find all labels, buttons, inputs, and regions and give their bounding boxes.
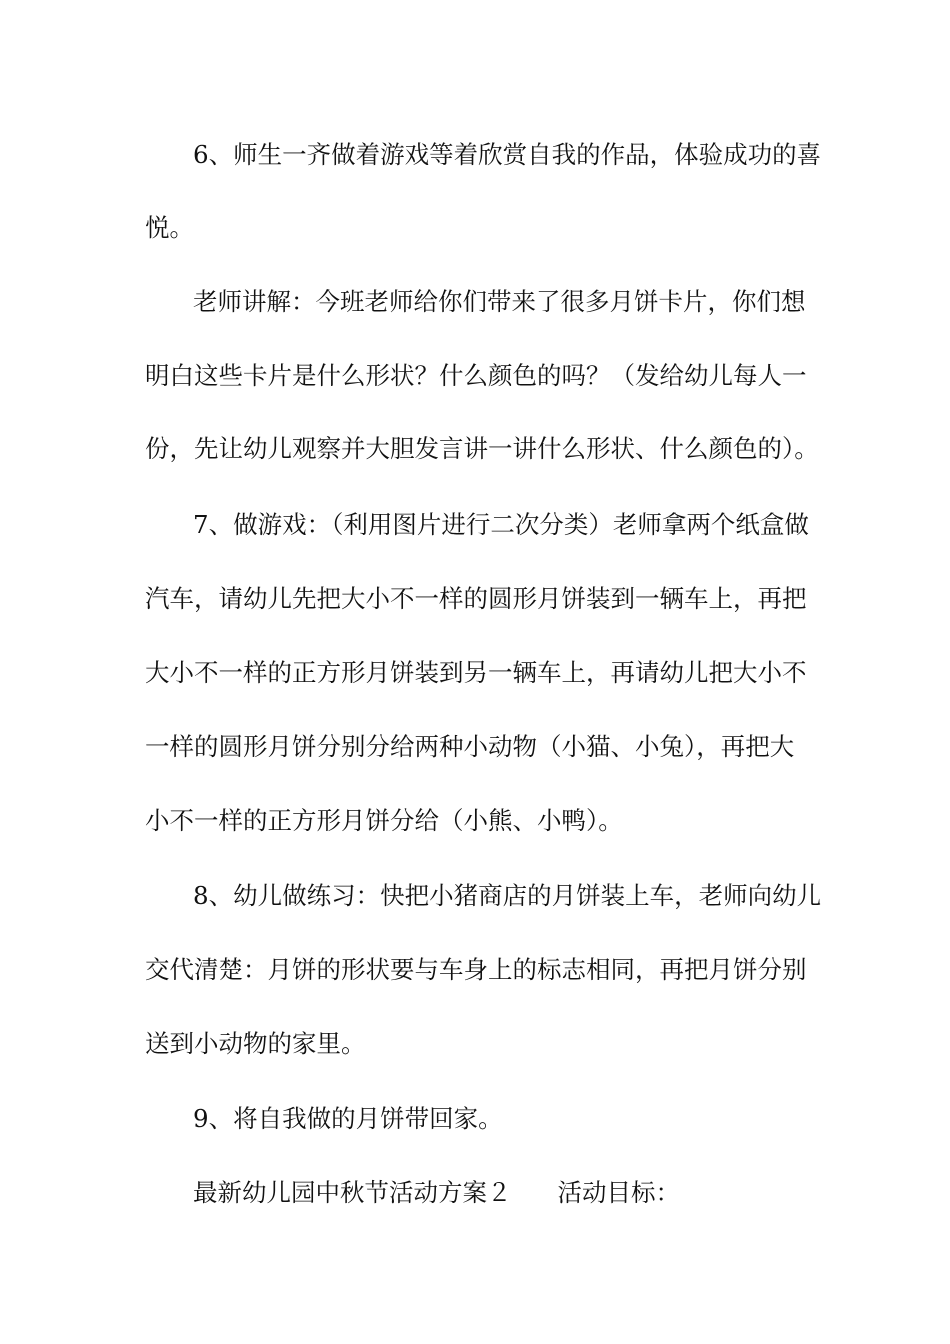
paragraph-line: 7、做游戏：（利用图片进行二次分类）老师拿两个纸盒做 [193, 510, 809, 539]
paragraph-line: 一样的圆形月饼分别分给两种小动物（小猫、小兔），再把大 [145, 732, 795, 761]
section-title: 最新幼儿园中秋节活动方案２ [193, 1178, 512, 1207]
paragraph-line: 6、师生一齐做着游戏等着欣赏自我的作品，体验成功的喜 [193, 140, 822, 169]
paragraph-line: 悦。 [145, 213, 194, 242]
paragraph-line: 份，先让幼儿观察并大胆发言讲一讲什么形状、什么颜色的）。 [145, 434, 819, 463]
paragraph-line: 老师讲解：今班老师给你们带来了很多月饼卡片，你们想 [193, 287, 806, 316]
paragraph-line: 大小不一样的正方形月饼装到另一辆车上，再请幼儿把大小不 [145, 658, 807, 687]
paragraph-line: 送到小动物的家里。 [145, 1029, 366, 1058]
paragraph-line: 汽车，请幼儿先把大小不一样的圆形月饼装到一辆车上，再把 [145, 584, 807, 613]
paragraph-line: 交代清楚：月饼的形状要与车身上的标志相同，再把月饼分别 [145, 955, 807, 984]
paragraph-line: 明白这些卡片是什么形状？什么颜色的吗？（发给幼儿每人一 [145, 361, 807, 390]
paragraph-line: 8、幼儿做练习：快把小猪商店的月饼装上车，老师向幼儿 [193, 881, 822, 910]
section-heading-line [193, 1178, 810, 1208]
paragraph-line: 小不一样的正方形月饼分给（小熊、小鸭）。 [145, 806, 623, 835]
paragraph-line: 9、将自我做的月饼带回家。 [193, 1104, 503, 1133]
section-subtitle: 活动目标： [557, 1178, 680, 1207]
